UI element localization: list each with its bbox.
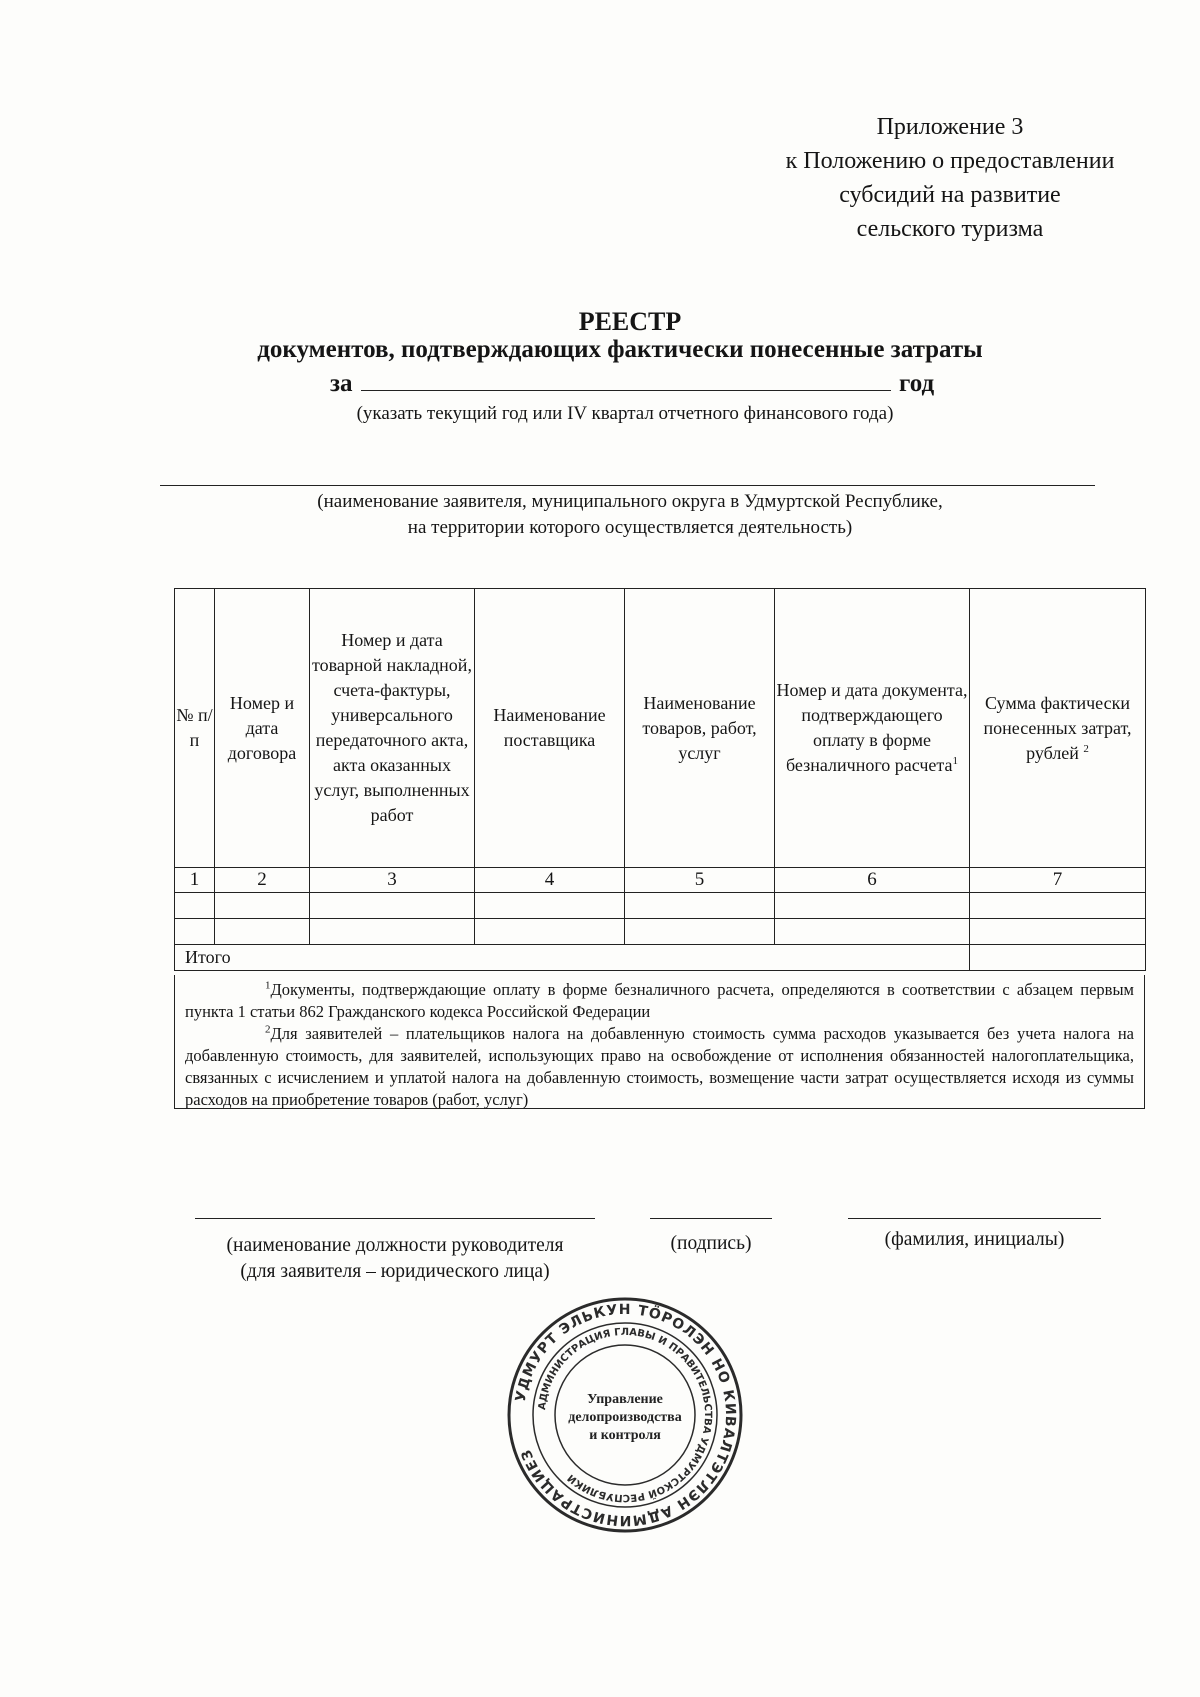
appendix-reference: [740, 110, 1160, 246]
col-header-amount: Сумма фактически понесенных затрат, рублей $^2$: [970, 589, 1146, 868]
col-header-payment-doc: Номер и дата документа, подтверждающего оплату в форме безналичного расчета$^1$: [775, 589, 970, 868]
table-cell[interactable]: [475, 919, 625, 945]
name-signature-line[interactable]: [848, 1218, 1101, 1219]
applicant-hint-line: на территории которого осуществляется деятельность): [407, 517, 853, 538]
column-number: 4: [475, 868, 625, 893]
seal-center-text: и контроля: [589, 1428, 661, 1443]
period-suffix: год: [899, 370, 935, 397]
total-amount-cell[interactable]: [970, 945, 1146, 971]
seal-inner-text: АДМИНИСТРАЦИЯ ГЛАВЫ И ПРАВИТЕЛЬСТВА УДМУРТСКОЙ РЕСПУБЛИКИ: [537, 1326, 714, 1504]
name-caption: (фамилия, инициалы): [884, 1229, 1065, 1250]
period-hint: (указать текущий год или IV квартал отчетного финансового года): [356, 403, 894, 424]
table-cell[interactable]: [310, 919, 475, 945]
footnote-ref: 2: [1083, 742, 1089, 755]
table-cell[interactable]: [970, 893, 1146, 919]
seal-center-text: делопроизводства: [568, 1410, 682, 1425]
appendix-line: к Положению о предоставлении: [785, 148, 1115, 174]
appendix-line: сельского туризма: [856, 216, 1044, 242]
column-number: 7: [970, 868, 1146, 893]
period-blank-field[interactable]: [361, 368, 891, 391]
column-number-row: [175, 868, 1146, 893]
period-line: [330, 368, 934, 398]
position-caption: (наименование должности руководителя (для заявителя – юридического лица): [226, 1235, 564, 1282]
footnotes-box: [174, 975, 1145, 1109]
col-header-goods: Наименование товаров, работ, услуг: [625, 589, 775, 868]
appendix-line: Приложение 3: [876, 114, 1024, 140]
column-number: 2: [215, 868, 310, 893]
seal-center-text: Управление: [587, 1392, 663, 1407]
table-header-row: [175, 589, 1146, 868]
table-cell[interactable]: [625, 893, 775, 919]
table-cell[interactable]: [175, 919, 215, 945]
total-label: Итого: [175, 945, 970, 971]
applicant-name-line[interactable]: [160, 485, 1095, 486]
table-cell[interactable]: [475, 893, 625, 919]
seal-outer-text: УДМУРТ ЭЛЬКУН ТӦРОЛЭН НО КИВАЛТЭТЛЭН АДМИНИСТРАЦИЕЗ: [512, 1301, 739, 1529]
appendix-line: субсидий на развитие: [839, 182, 1061, 208]
table-cell[interactable]: [970, 919, 1146, 945]
table-cell[interactable]: [310, 893, 475, 919]
col-header-number: № п/п: [175, 589, 215, 868]
table-row: [175, 893, 1146, 919]
signature-line[interactable]: [650, 1218, 772, 1219]
period-prefix: за: [330, 370, 353, 397]
table-cell[interactable]: [775, 919, 970, 945]
column-number: 6: [775, 868, 970, 893]
col-header-supplier: Наименование поставщика: [475, 589, 625, 868]
column-number: 3: [310, 868, 475, 893]
col-header-invoice: Номер и дата товарной накладной, счета-фактуры, универсального передаточного акта, акта оказанных услуг, выполненных работ: [310, 589, 475, 868]
table-cell[interactable]: [175, 893, 215, 919]
applicant-hint: [230, 489, 1030, 541]
column-number: 5: [625, 868, 775, 893]
column-number: 1: [175, 868, 215, 893]
footnote-2: $^2$Для заявителей – плательщиков налога на добавленную стоимость сумма расходов указывается без учета налога на добавленную стоимость, для заявителей, использующих право на освобождение от исполнения обязанностей налогоплательщика, связанных с исчислением и уплатой налога на добавленную стоимость, возмещение части затрат осуществляется исходя из суммы расходов на приобретение товаров (работ, услуг): [185, 1023, 1134, 1109]
registry-table: [174, 588, 1146, 971]
footnote-1: $^1$Документы, подтверждающие оплату в форме безналичного расчета, определяются в соответствии с абзацем первым пункта 1 статьи 862 Гражданского кодекса Российской Федерации: [185, 979, 1134, 1021]
table-cell[interactable]: [215, 893, 310, 919]
position-signature-line[interactable]: [195, 1218, 595, 1219]
table-row: [175, 919, 1146, 945]
document-title: РЕЕСТР: [578, 307, 682, 336]
total-row: [175, 945, 1146, 971]
document-subtitle: документов, подтверждающих фактически понесенные затраты: [257, 336, 983, 363]
official-seal-stamp: [505, 1295, 745, 1535]
signature-caption: (подпись): [670, 1233, 752, 1254]
table-cell[interactable]: [775, 893, 970, 919]
table-cell[interactable]: [215, 919, 310, 945]
table-cell[interactable]: [625, 919, 775, 945]
applicant-hint-line: (наименование заявителя, муниципального округа в Удмуртской Республике,: [317, 491, 943, 512]
footnote-ref: 1: [952, 755, 958, 767]
col-header-contract: Номер и дата договора: [215, 589, 310, 868]
